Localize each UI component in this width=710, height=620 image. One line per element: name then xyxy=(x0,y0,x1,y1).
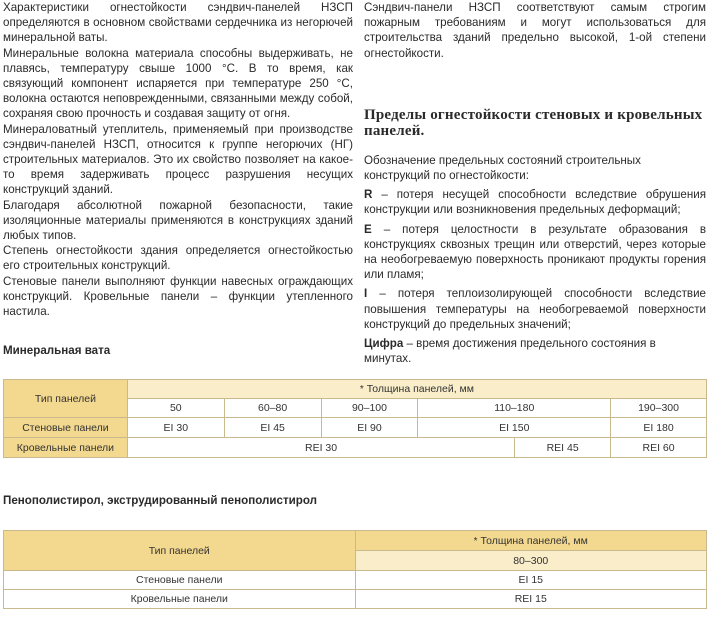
polystyrene-table xyxy=(3,530,707,609)
paragraph: Минераловатный утеплитель, применяемый при производстве сэндвич-панелей НЗСП, относится к группе негорючих (НГ) строительных материалов. Это их свойство позволяет на какое-то время задерживать процесс разрушения несущих конструкций зданий. xyxy=(3,122,353,197)
row-label: Кровельные панели xyxy=(4,590,356,609)
asterisk: * xyxy=(359,384,364,395)
definition-i xyxy=(364,286,706,332)
thickness-cell: 110–180 xyxy=(418,399,611,418)
table-cell: EI 30 xyxy=(127,418,224,438)
table-cell: REI 30 xyxy=(127,438,514,458)
paragraph: Сэндвич-панели НЗСП соответствуют самым строгим пожарным требованиям и могут использоваться для строительства зданий предельно высокой, 1-ой степени огнестойкости. xyxy=(364,1,706,60)
right-column xyxy=(364,0,706,366)
definition-r xyxy=(364,187,706,217)
definition-text: – потеря целостности в результате образования в конструкциях сквозных трещин или отверстий, через которые на необогреваемую поверхность проникают продукты горения или пламя; xyxy=(364,222,706,282)
definition-text: – время достижения предельного состояния в минутах. xyxy=(364,337,656,366)
row-label: Стеновые панели xyxy=(4,418,128,438)
table-cell: EI 150 xyxy=(418,418,611,438)
type-header: Тип панелей xyxy=(4,531,356,571)
paragraph: Степень огнестойкости здания определяется огнестойкостью его строительных конструкций. xyxy=(3,244,353,273)
table-cell: EI 180 xyxy=(611,418,707,438)
paragraph: Благодаря абсолютной пожарной безопасности, такие изоляционные материалы применяются в конструкциях зданий любых типов. xyxy=(3,198,353,243)
definition-term: I xyxy=(364,287,368,301)
definition-term: R xyxy=(364,188,373,202)
definition-digit xyxy=(364,336,706,366)
table-cell: REI 60 xyxy=(611,438,707,458)
thickness-header xyxy=(127,380,706,399)
definition-term: Цифра xyxy=(364,337,404,351)
section-heading: Пределы огнестойкости стеновых и кровельных панелей. xyxy=(364,106,703,139)
definition-e xyxy=(364,222,706,283)
definition-text: – потеря теплоизолирующей способности вследствие повышения температуры на необогреваемой поверхности конструкций до предельных значений; xyxy=(364,287,706,331)
thickness-header xyxy=(355,531,707,551)
paragraph: Минеральные волокна материала способны выдерживать, не плавясь, температуру свыше 1000 °С. В то время, как связующий компонент испаряется при температуре 250 °С, волокна остаются неповрежденными, связанными между собой, сохраняя свою прочность и создавая защиту от огня. xyxy=(3,46,353,121)
type-header: Тип панелей xyxy=(4,380,128,418)
table-title: Минеральная вата xyxy=(3,344,111,357)
table-cell: EI 90 xyxy=(321,418,418,438)
definitions-intro: Обозначение предельных состояний строительных конструкций по огнестойкости: xyxy=(364,153,641,183)
table-cell: REI 45 xyxy=(515,438,611,458)
row-label: Кровельные панели xyxy=(4,438,128,458)
table-cell: REI 15 xyxy=(355,590,707,609)
paragraph: Стеновые панели выполняют функции навесных ограждающих конструкций. Кровельные панели – функции утепленного настила. xyxy=(3,274,353,319)
thickness-header-label: Толщина панелей, мм xyxy=(366,383,474,395)
left-column xyxy=(3,0,353,319)
thickness-cell: 50 xyxy=(127,399,224,418)
thickness-cell: 90–100 xyxy=(321,399,418,418)
row-label: Стеновые панели xyxy=(4,571,356,590)
table-title: Пенополистирол, экструдированный пенополистирол xyxy=(3,494,317,507)
paragraph: Характеристики огнестойкости сэндвич-панелей НЗСП определяются в основном свойствами сердечника из негорючей минеральной ваты. xyxy=(3,1,353,45)
mineral-wool-table xyxy=(3,379,707,458)
thickness-header-label: Толщина панелей, мм xyxy=(480,534,588,547)
thickness-cell: 190–300 xyxy=(611,399,707,418)
table-cell: EI 15 xyxy=(355,571,707,590)
table-cell: EI 45 xyxy=(224,418,321,438)
definition-term: E xyxy=(364,222,372,236)
definition-text: – потеря несущей способности вследствие обрушения конструкции или возникновения предельных деформаций; xyxy=(364,188,706,217)
thickness-cell: 80–300 xyxy=(355,551,707,571)
thickness-cell: 60–80 xyxy=(224,399,321,418)
asterisk: * xyxy=(473,535,478,547)
